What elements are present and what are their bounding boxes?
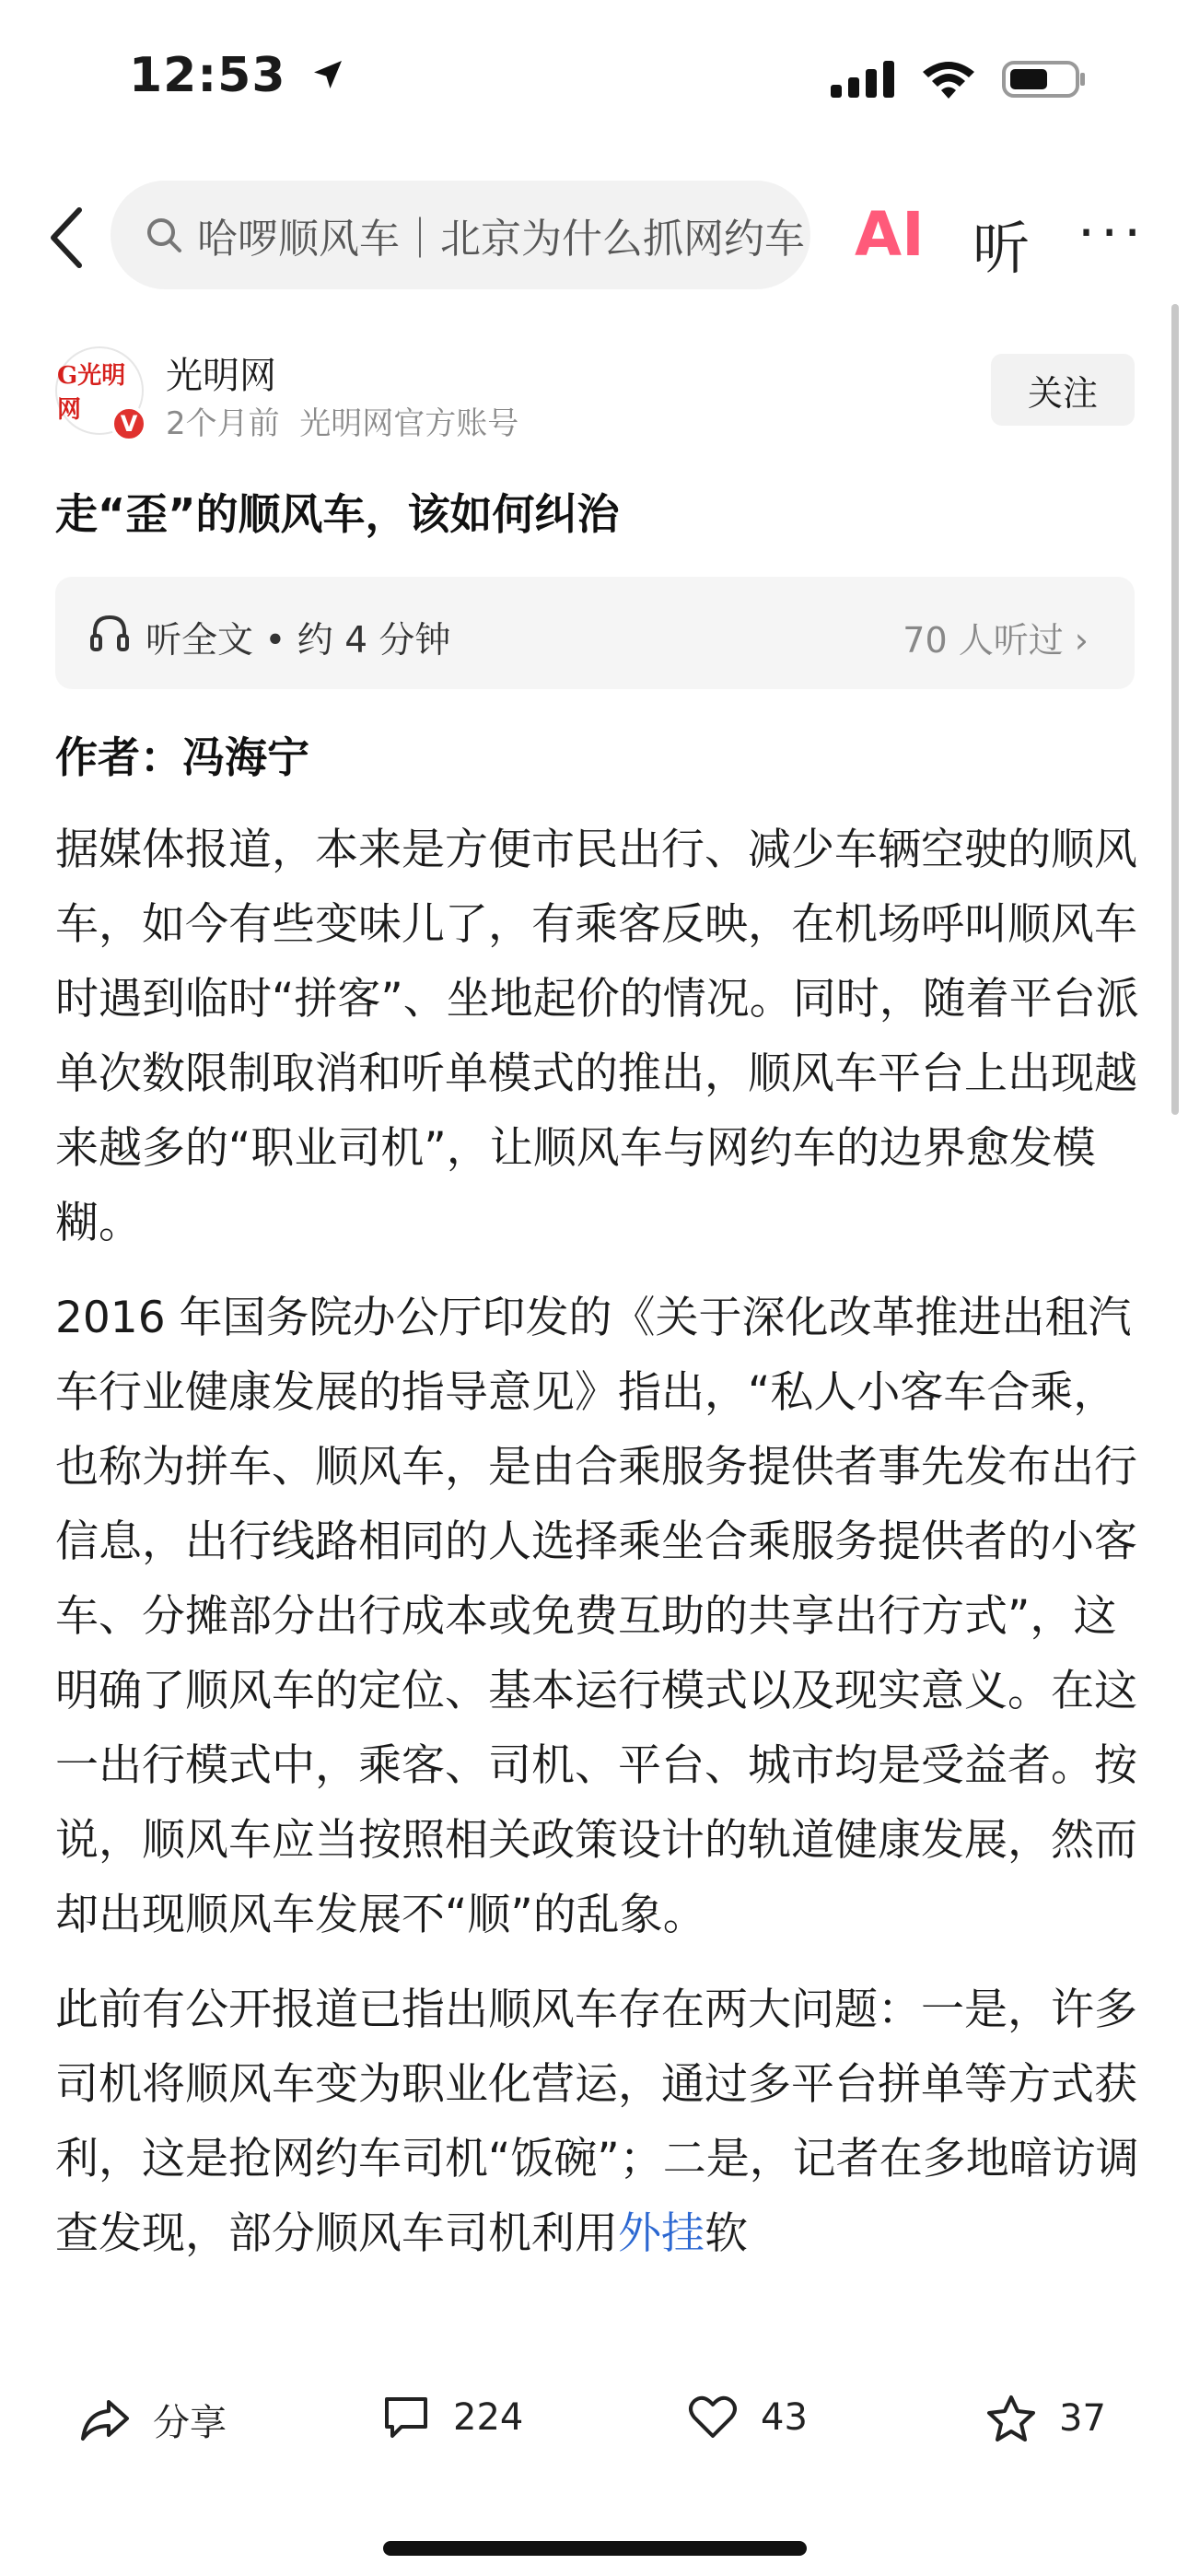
favorite-button[interactable] <box>985 2394 1106 2443</box>
home-indicator[interactable] <box>383 2541 807 2556</box>
listen-button[interactable]: 听 <box>973 215 1031 282</box>
article-author: 作者：冯海宁 <box>55 732 309 782</box>
cellular-signal-icon <box>831 61 895 98</box>
paragraph: 据媒体报道，本来是方便市民出行、减少车辆空驶的顺风车，如今有些变味儿了，有乘客反映，在机场呼叫顺风车时遇到临时“拼客”、坐地起价的情况。同时，随着平台派单次数限制取消和听单模式的推出，顺风车平台上出现越来越多的“职业司机”，让顺风车与网约车的边界愈发模糊。 <box>55 825 1139 1248</box>
share-button[interactable] <box>79 2394 227 2446</box>
paragraph <box>55 1973 1142 2271</box>
article-title: 走“歪”的顺风车，该如何纠治 <box>55 489 620 539</box>
scrollbar[interactable] <box>1171 304 1179 1115</box>
comment-icon <box>381 2394 431 2441</box>
location-arrow-icon <box>309 56 346 93</box>
listen-full-text-label: 听全文 • 约 4 分钟 <box>146 620 451 662</box>
star-icon <box>985 2394 1037 2443</box>
inline-link[interactable]: 外挂 <box>618 2208 705 2259</box>
battery-icon <box>1002 59 1087 100</box>
like-count: 43 <box>761 2396 808 2439</box>
comment-count: 224 <box>453 2396 524 2439</box>
share-label: 分享 <box>153 2402 227 2444</box>
source-logo: G光明网 <box>57 362 126 424</box>
chevron-left-icon <box>41 201 96 275</box>
comment-button[interactable] <box>381 2394 523 2441</box>
favorite-count: 37 <box>1059 2397 1106 2440</box>
source-meta: 2个月前 光明网官方账号 <box>166 405 519 442</box>
paragraph-text: 软 <box>705 2208 748 2259</box>
wifi-icon <box>921 59 976 100</box>
content-fade <box>0 2276 1188 2368</box>
source-name[interactable]: 光明网 <box>166 355 276 397</box>
share-icon <box>79 2396 131 2444</box>
status-icons <box>831 59 1087 100</box>
search-bar[interactable] <box>111 181 810 289</box>
back-button[interactable] <box>41 201 96 275</box>
article-body <box>55 813 1142 2291</box>
headphones-icon <box>88 612 131 654</box>
listen-count: 70 人听过 › <box>903 620 1089 661</box>
like-button[interactable] <box>687 2394 808 2441</box>
verified-badge-icon: V <box>111 405 147 442</box>
ai-button[interactable]: AI <box>855 199 925 270</box>
paragraph: 2016 年国务院办公厅印发的《关于深化改革推进出租汽车行业健康发展的指导意见》指出，“私人小客车合乘，也称为拼车、顺风车，是由合乘服务提供者事先发布出行信息，出行线路相同的人选择乘坐合乘服务提供者的小客车、分摊部分出行成本或免费互助的共享出行方式”，这明确了顺风车的定位、基本运行模式以及现实意义。在这一出行模式中，乘客、司机、平台、城市均是受益者。按说，顺风车应当按照相关政策设计的轨道健康发展，然而却出现顺风车发展不“顺”的乱象。 <box>55 1293 1137 1940</box>
status-time: 12:53 <box>129 48 346 103</box>
search-query: 哈啰顺风车｜北京为什么抓网约车 <box>197 216 805 263</box>
heart-icon <box>687 2394 739 2441</box>
paragraph-text: 此前有公开报道已指出顺风车存在两大问题：一是，许多司机将顺风车变为职业化营运，通过多平台拼单等方式获利，这是抢网约车司机“饭碗”；二是，记者在多地暗访调查发现，部分顺风车司机利用 <box>55 1985 1139 2259</box>
follow-button[interactable]: 关注 <box>991 354 1135 426</box>
more-button[interactable]: ··· <box>1077 201 1147 265</box>
search-icon <box>144 215 184 255</box>
